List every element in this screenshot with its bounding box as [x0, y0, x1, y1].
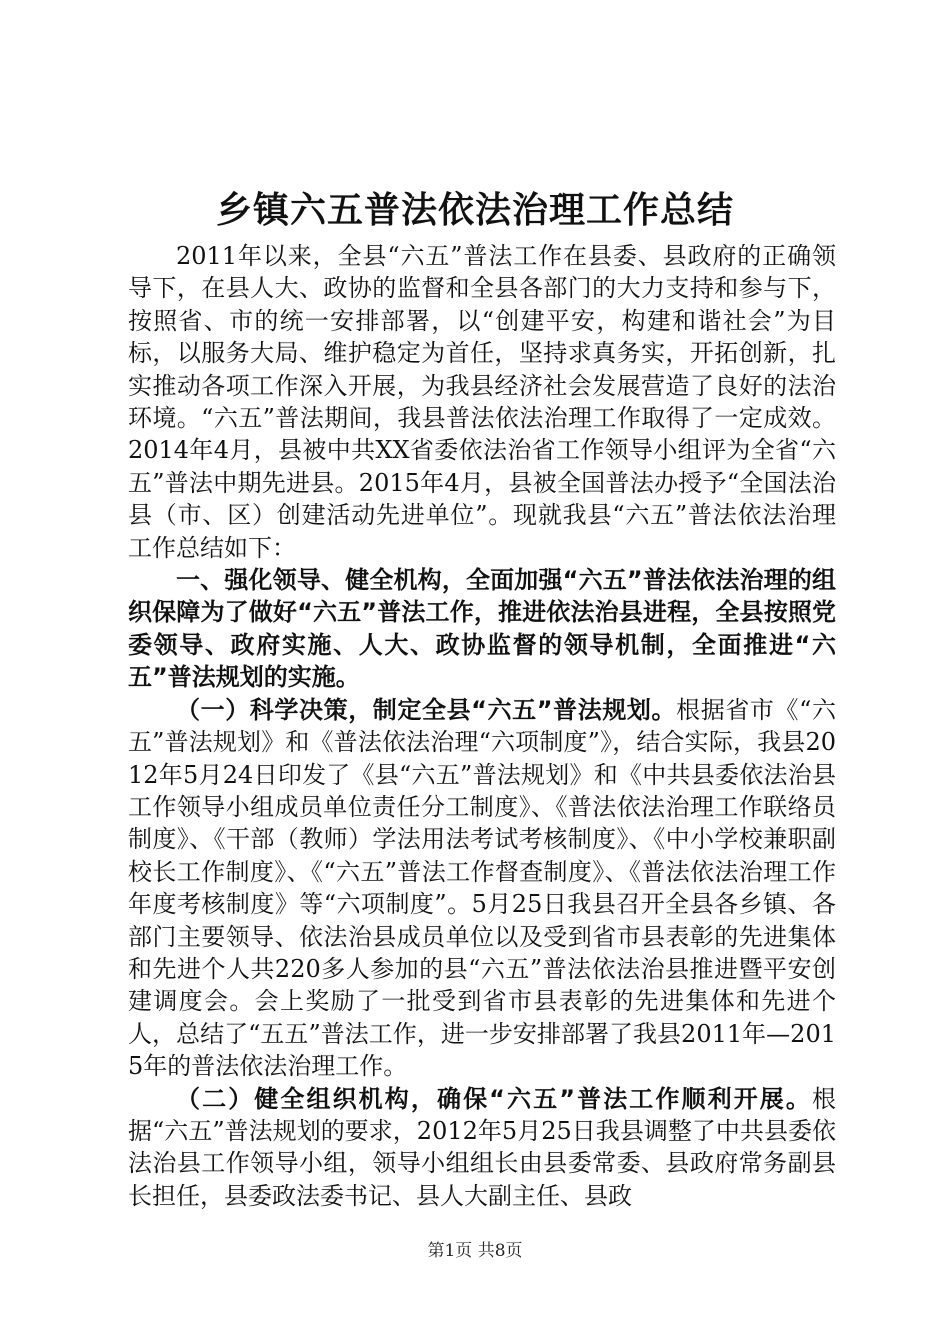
subsection-one-text: 根据省市《“六五”普法规划》和《普法依法治理“六项制度”》，结合实际，我县2012年5月24日印发了《县“六五”普法规划》和《中共县委依法治县工作领导小组成员单位责任分工制度》、《普法依法治理工作联络员制度》、《干部（教师）学法用法考试考核制度》、《中小学校兼职副校长工作制度》、《“六五”普法工作督查制度》、《普法依法治理工作年度考核制度》等“六项制度”。5月25日我县召开全县各乡镇、各部门主要领导、依法治县成员单位以及受到省市县表彰的先进集体和先进个人共220多人参加的县“六五”普法依法治县推进暨平安创建调度会。会上奖励了一批受到省市县表彰的先进集体和先进个人，总结了“五五”普法工作，进一步安排部署了我县2011年—2015年的普法依法治理工作。 — [128, 695, 836, 1081]
document-body — [128, 240, 836, 1212]
section-heading-one-text: 一、强化领导、健全机构，全面加强“六五”普法依法治理的组织保障为了做好“六五”普法工作，推进依法治县进程，全县按照党委领导、政府实施、人大、政协监督的领导机制，全面推进“六五”普法规划的实施。 — [128, 566, 836, 692]
subsection-one-heading: （一）科学决策，制定全县“六五”普法规划。 — [176, 695, 677, 724]
subsection-two-text: 根据“六五”普法规划的要求，2012年5月25日我县调整了中共县委依法治县工作领导小组，领导小组组长由县委常委、县政府常务副县长担任，县委政法委书记、县人大副主任、县政 — [128, 1084, 836, 1210]
intro-paragraph — [128, 240, 836, 564]
intro-paragraph-text: 2011年以来，全县“六五”普法工作在县委、县政府的正确领导下，在县人大、政协的监督和全县各部门的大力支持和参与下，按照省、市的统一安排部署，以“创建平安，构建和谐社会”为目标，以服务大局、维护稳定为首任，坚持求真务实，开拓创新，扎实推动各项工作深入开展，为我县经济社会发展营造了良好的法治环境。“六五”普法期间，我县普法依法治理工作取得了一定成效。2014年4月，县被中共XX省委依法治省工作领导小组评为全省“六五”普法中期先进县。2015年4月，县被全国普法办授予“全国法治县（市、区）创建活动先进单位”。现就我县“六五”普法依法治理工作总结如下： — [128, 242, 836, 562]
subsection-one-paragraph — [128, 694, 836, 1083]
subsection-two-heading: （二）健全组织机构，确保“六五”普法工作顺利开展。 — [176, 1084, 812, 1113]
document-title: 乡镇六五普法依法治理工作总结 — [215, 189, 734, 231]
page-footer: 第1页 共8页 — [427, 1241, 523, 1261]
section-heading-one — [128, 564, 836, 694]
subsection-two-paragraph — [128, 1083, 836, 1213]
